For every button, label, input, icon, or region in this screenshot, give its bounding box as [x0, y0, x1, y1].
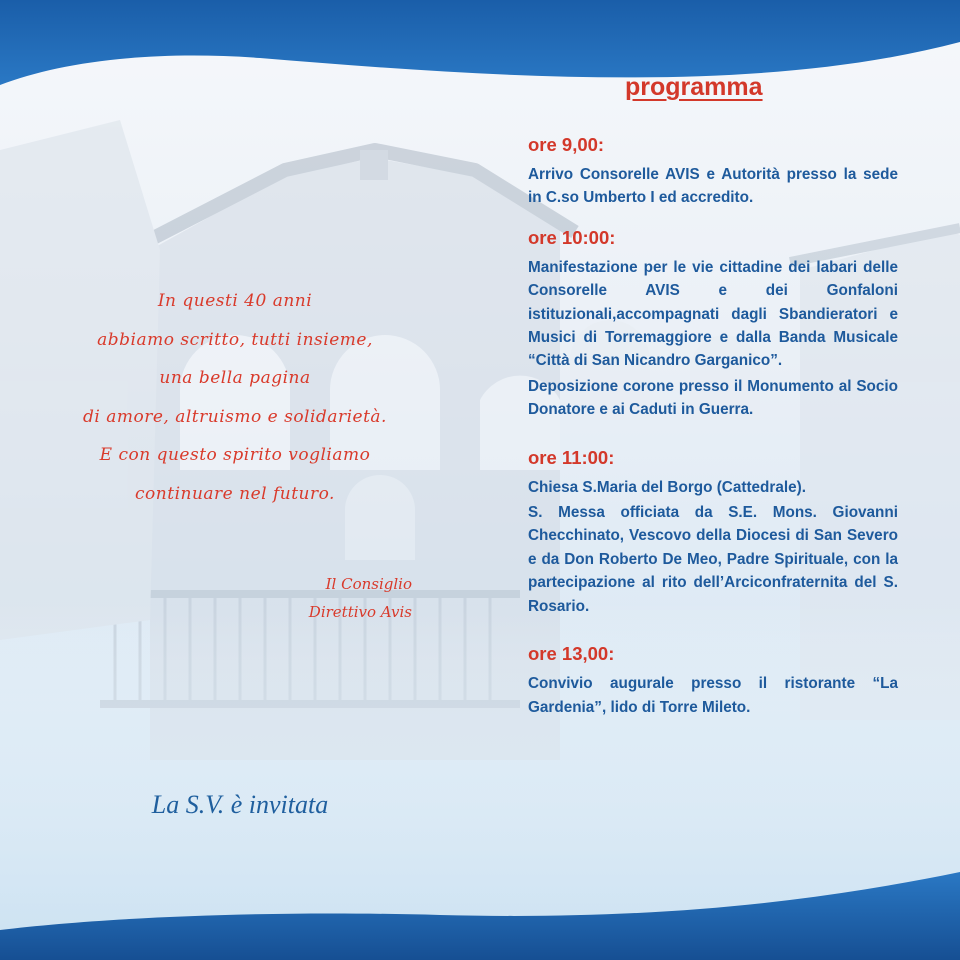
signature-line: Direttivo Avis [308, 603, 412, 621]
top-wave-band [0, 0, 960, 85]
entry-description: Deposizione corone presso il Monumento al Socio Donatore e ai Caduti in Guerra. [528, 377, 898, 419]
quote-line: una bella pagina [159, 368, 311, 388]
quote-line: continuare nel futuro. [135, 483, 335, 504]
quote-line: abbiamo scritto, tutti insieme, [97, 329, 373, 350]
invitation-line: La S.V. è invitata [151, 790, 329, 819]
entry-description: Arrivo Consorelle AVIS e Autorità presso la sede in C.so Umberto I ed accredito. [528, 166, 898, 207]
quote-line: E con questo spirito vogliamo [99, 445, 371, 465]
entry-time: ore 9,00: [528, 134, 605, 155]
entry-description: Chiesa S.Maria del Borgo (Cattedrale). [528, 478, 806, 496]
entry-description: Manifestazione per le vie cittadine dei labari delle Consorelle AVIS e dei Gonfaloni istituzionali,accompagnati dagli Sbandieratori e Musici di Torremaggiore e dalla Banda Musicale “Città di San Nicandro Garganico”. [528, 258, 898, 370]
program-title: programma [625, 73, 763, 101]
entry-description: Convivio augurale presso il ristorante “La Gardenia”, lido di Torre Mileto. [528, 675, 898, 716]
entry-time: ore 13,00: [528, 643, 615, 665]
dedication-quote [40, 282, 430, 513]
schedule-entry [528, 643, 898, 719]
schedule-entry [528, 227, 898, 422]
quote-line: In questi 40 anni [157, 291, 313, 311]
signature [240, 570, 412, 626]
entry-time: ore 11:00: [528, 446, 615, 468]
entry-description: S. Messa officiata da S.E. Mons. Giovanni Checchinato, Vescovo della Diocesi di San Severo e da Don Roberto De Meo, Padre Spirituale, con la partecipazione al rito dell’Arciconfraternita del S. Rosario. [528, 504, 898, 615]
schedule-entry [528, 134, 898, 210]
entry-time: ore 10:00: [528, 226, 616, 248]
schedule-entry [528, 447, 898, 618]
quote-line: di amore, altruismo e solidarietà. [83, 406, 387, 427]
signature-line: Il Consiglio [325, 575, 412, 593]
program-schedule [528, 134, 898, 719]
